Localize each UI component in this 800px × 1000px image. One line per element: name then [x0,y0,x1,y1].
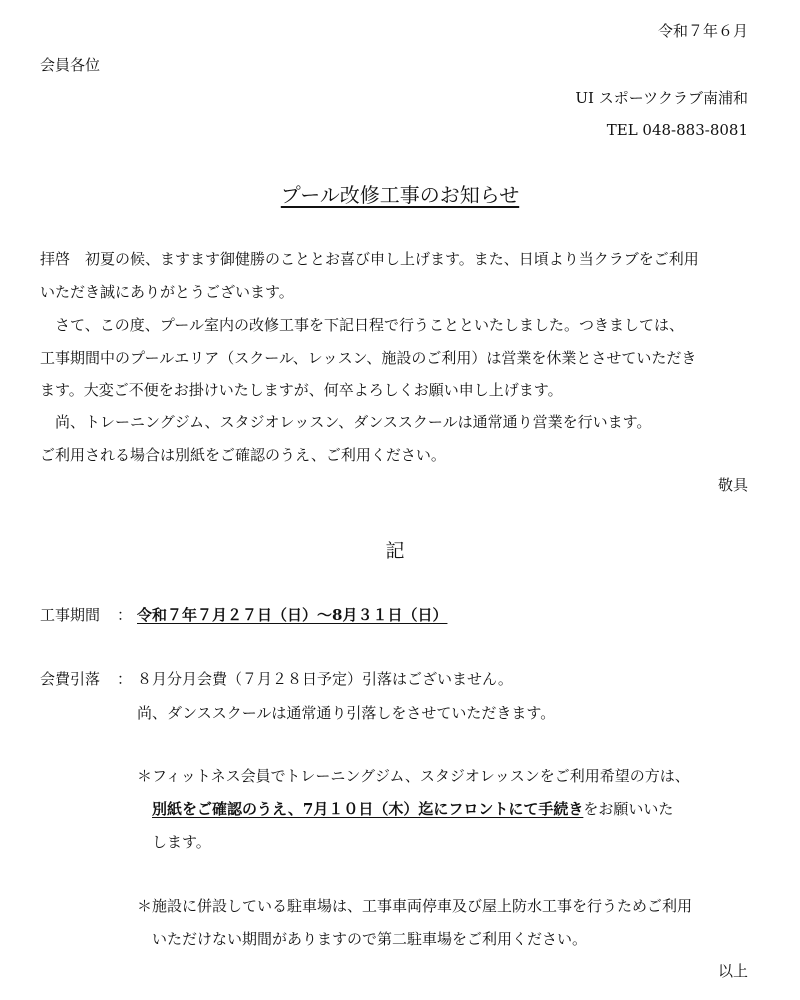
note-fitness-line: します。 [152,833,211,851]
fee-line: 尚、ダンススクールは通常通り引落しをさせていただきます。 [137,704,556,722]
note-fitness-line [152,800,673,818]
issue-date: 令和７年６月 [657,22,748,40]
fee-separator: ： [117,670,133,688]
note-parking-line: ＊施設に併設している駐車場は、工事車両停車及び屋上防水工事を行うためご利用 [137,897,693,915]
club-name: UI スポーツクラブ南浦和 [575,89,748,107]
club-phone: TEL 048-883-8081 [606,121,748,139]
body-line: さて、この度、プール室内の改修工事を下記日程で行うことといたしました。つきましては、 [40,316,684,334]
body-line: 尚、トレーニングジム、スタジオレッスン、ダンススクールは通常通り営業を行います。 [40,413,652,431]
note-fitness-deadline: 別紙をご確認のうえ、7月１０日（木）迄にフロントにて手続き [152,800,584,818]
body-line: 工事期間中のプールエリア（スクール、レッスン、施設のご利用）は営業を休業とさせていただき [40,349,697,367]
ending-ijou: 以上 [717,962,748,980]
ki-heading: 記 [385,540,405,562]
body-line: ご利用される場合は別紙をご確認のうえ、ご利用ください。 [40,446,446,464]
period-separator: ： [117,606,133,624]
closing-keigu: 敬具 [717,476,748,494]
fee-line: ８月分月会費（７月２８日予定）引落はございません。 [137,670,513,688]
body-line: 拝啓 初夏の候、ますます御健勝のこととお喜び申し上げます。また、日頃より当クラブをご利用 [40,250,699,268]
fee-label: 会費引落 [40,670,101,688]
period-label: 工事期間 [40,606,101,624]
period-value: 令和７年７月２７日（日）～8月３１日（日） [137,606,448,624]
note-fitness-rest: をお願いいた [583,800,674,818]
notice-title: プール改修工事のお知らせ [280,183,520,207]
note-fitness-line: ＊フィットネス会員でトレーニングジム、スタジオレッスンをご利用希望の方は、 [137,767,690,785]
addressee: 会員各位 [40,56,101,74]
note-parking-line: いただけない期間がありますので第二駐車場をご利用ください。 [152,930,588,948]
body-line: いただき誠にありがとうございます。 [40,283,294,301]
body-line: ます。大変ご不便をお掛けいたしますが、何卒よろしくお願い申し上げます。 [40,381,563,399]
